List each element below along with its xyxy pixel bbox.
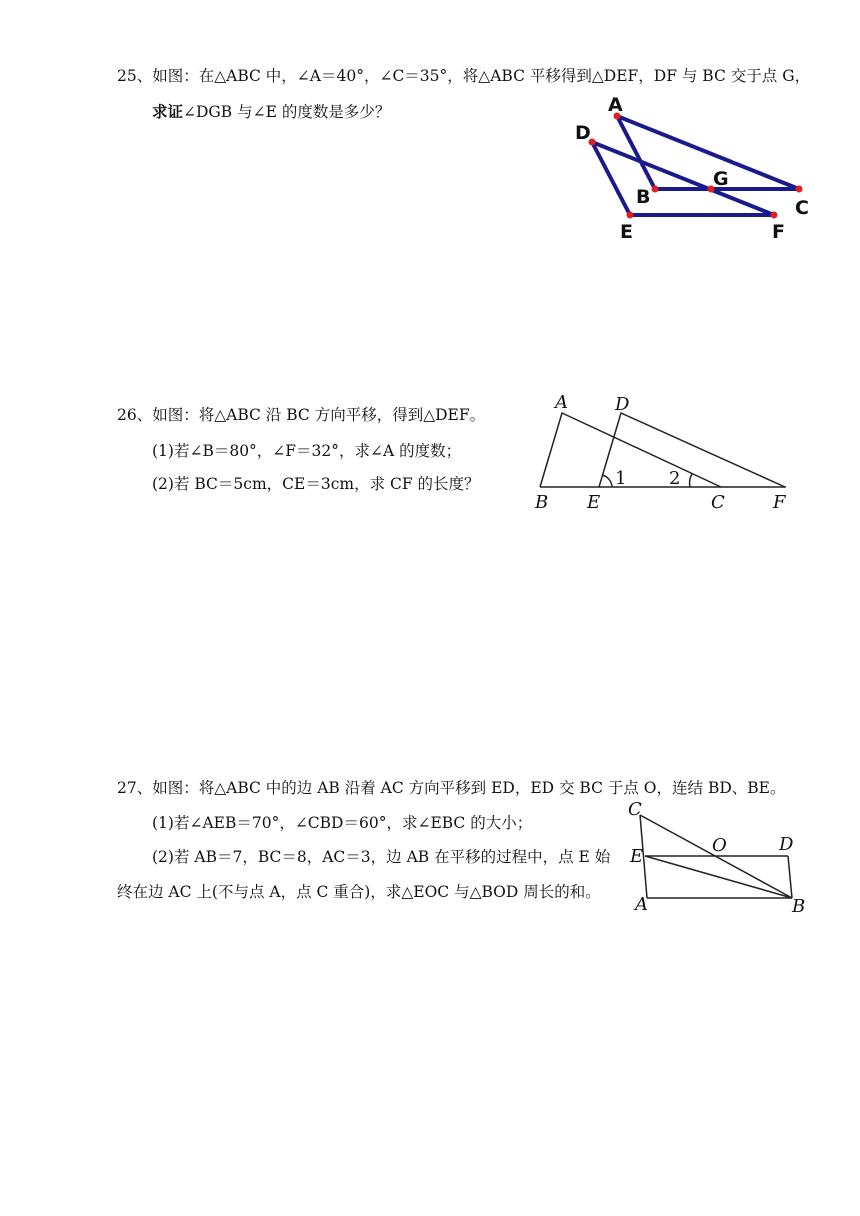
q27-label-e: E xyxy=(630,846,644,867)
q26-label-c: C xyxy=(711,492,725,513)
q26-label-d: D xyxy=(615,394,630,415)
q26-label-a: A xyxy=(555,392,568,413)
q27-label-a: A xyxy=(635,894,648,915)
q25-label-d: D xyxy=(575,122,591,144)
q25-label-f: F xyxy=(772,221,785,243)
q27-segment-db xyxy=(788,856,792,898)
q26-line-2: (1)若∠B＝80°，∠F＝32°，求∠A 的度数； xyxy=(152,442,462,460)
q25-bold-prefix: 求证 xyxy=(152,103,184,121)
q27-line-2: (1)若∠AEB＝70°，∠CBD＝60°，求∠EBC 的大小； xyxy=(152,814,533,832)
q27-line-4: 终在边 AC 上(不与点 A，点 C 重合)，求△EOC 与△BOD 周长的和。 xyxy=(117,883,601,901)
q25-line-1: 25、如图：在△ABC 中，∠A＝40°，∠C＝35°，将△ABC 平移得到△DEF，DF 与 BC 交于点 G， xyxy=(117,67,811,85)
q27-label-b: B xyxy=(792,896,806,917)
q26-line-1: 26、如图：将△ABC 沿 BC 方向平移，得到△DEF。 xyxy=(117,406,486,424)
q26-label-b: B xyxy=(535,492,549,513)
q26-angle-1-label: 1 xyxy=(615,468,627,489)
q25-label-b: B xyxy=(636,186,651,208)
q27-label-d: D xyxy=(779,834,794,855)
q25-label-c: C xyxy=(795,197,809,219)
q27-segment-eb xyxy=(645,856,792,898)
q26-label-f: F xyxy=(773,492,786,513)
q25-line-2-rest: ∠DGB 与∠E 的度数是多少？ xyxy=(183,103,391,121)
q26-line-3: (2)若 BC＝5cm，CE＝3cm，求 CF 的长度？ xyxy=(152,475,480,493)
q26-label-e: E xyxy=(587,492,601,513)
q27-line-1: 27、如图：将△ABC 中的边 AB 沿着 AC 方向平移到 ED，ED 交 BC 于点 O，连结 BD、BE。 xyxy=(117,779,786,797)
q25-label-e: E xyxy=(620,221,633,243)
q27-label-o: O xyxy=(712,835,727,856)
q26-angle-2-label: 2 xyxy=(669,468,681,489)
q27-line-3: (2)若 AB＝7，BC＝8，AC＝3，边 AB 在平移的过程中，点 E 始 xyxy=(152,848,611,866)
q25-label-a: A xyxy=(608,94,623,116)
q27-label-c: C xyxy=(628,799,642,820)
q25-label-g: G xyxy=(713,168,729,190)
